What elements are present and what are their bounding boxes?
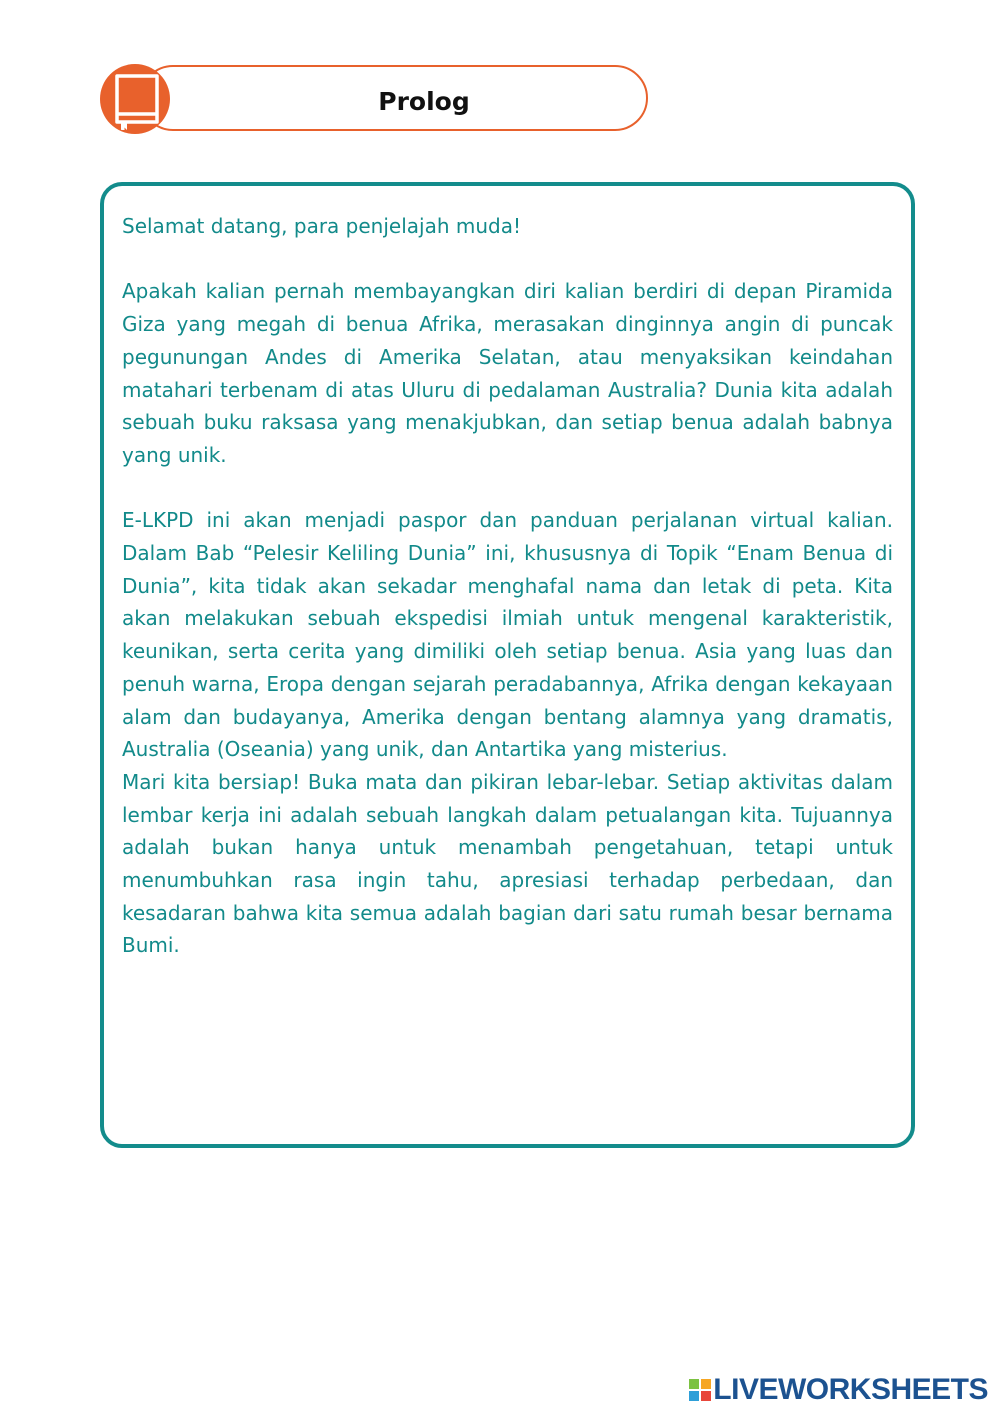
paragraph-invitation: Mari kita bersiap! Buka mata dan pikiran lebar-lebar. Setiap aktivitas dalam lembar kerja ini adalah sebuah langkah dalam petualangan kita. Tujuannya adalah bukan hanya untuk menambah pengetahuan, tetapi untuk menumbuhkan rasa ingin tahu, apresiasi terhadap perbedaan, dan kesadaran bahwa kita semua adalah bagian dari satu rumah besar bernama Bumi. xyxy=(122,769,893,958)
book-icon xyxy=(100,64,170,134)
paragraph-elkpd: E-LKPD ini akan menjadi paspor dan panduan perjalanan virtual kalian. Dalam Bab “Pelesir Keliling Dunia” ini, khususnya di Topik “Enam Benua di Dunia”, kita tidak akan sekadar menghafal nama dan letak di peta. Kita akan melakukan sebuah ekspedisi ilmiah untuk mengenal karakteristik, keunikan, serta cerita yang dimiliki oleh setiap benua. Asia yang luas dan penuh warna, Eropa dengan sejarah peradabannya, Afrika dengan kekayaan alam dan budayanya, Amerika dengan bentang alamnya yang dramatis, Australia (Oseania) yang unik, dan Antartika yang misterius. xyxy=(122,508,893,762)
liveworksheets-logo-icon xyxy=(689,1379,711,1401)
liveworksheets-brand xyxy=(689,1370,988,1410)
greeting-text: Selamat datang, para penjelajah muda! xyxy=(122,214,521,238)
page-title: Prolog xyxy=(378,87,470,116)
paragraph-intro: Apakah kalian pernah membayangkan diri kalian berdiri di depan Piramida Giza yang megah di benua Afrika, merasakan dinginnya angin di puncak pegunungan Andes di Amerika Selatan, atau menyaksikan keindahan matahari terbenam di atas Uluru di pedalaman Australia? Dunia kita adalah sebuah buku raksasa yang menakjubkan, dan setiap benua adalah babnya yang unik. xyxy=(122,279,893,467)
prolog-text-box xyxy=(100,182,915,1148)
title-pill xyxy=(140,65,648,131)
book-icon-badge xyxy=(100,64,170,134)
brand-name: LIVEWORKSHEETS xyxy=(713,1373,988,1406)
section-header xyxy=(100,64,652,136)
